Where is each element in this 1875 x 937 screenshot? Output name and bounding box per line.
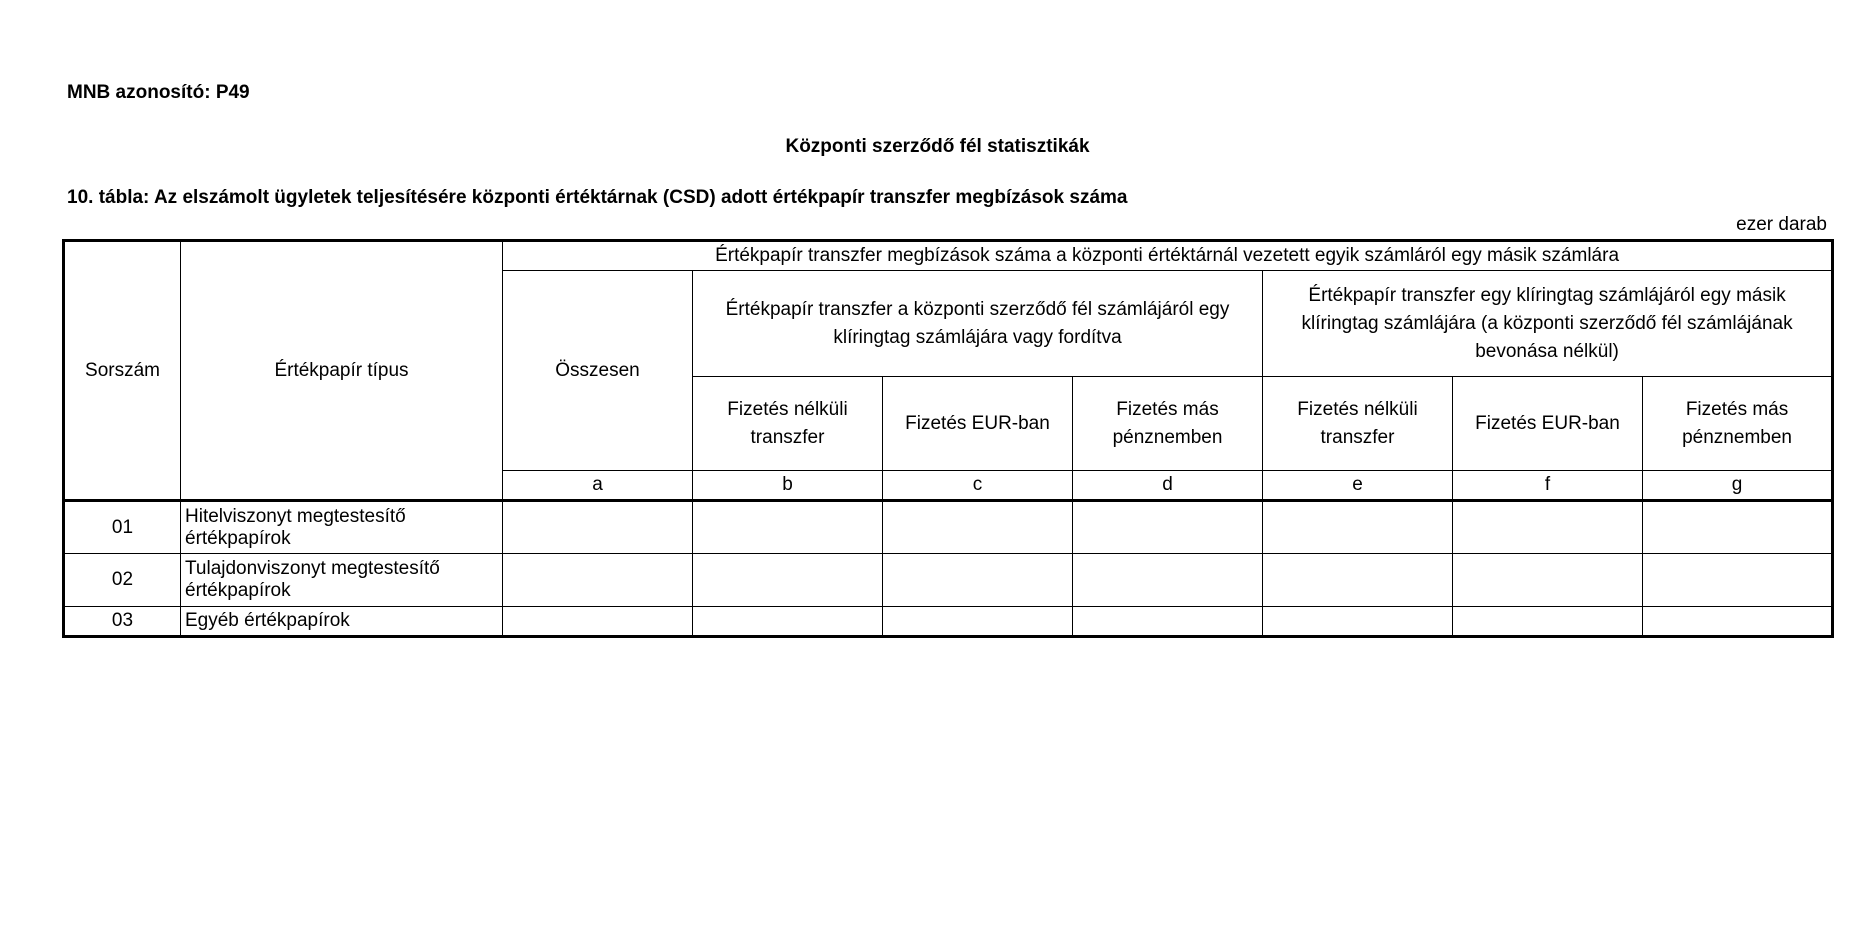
row-type: Tulajdonviszonyt megtestesítő értékpapírok	[181, 554, 503, 607]
column-letter-a: a	[503, 471, 693, 501]
cell-g[interactable]	[1643, 607, 1833, 637]
header-col-b: Fizetés nélküli transzfer	[693, 377, 883, 471]
table-row	[64, 554, 1833, 607]
cell-a[interactable]	[503, 501, 693, 554]
cell-d[interactable]	[1073, 501, 1263, 554]
unit-label: ezer darab	[1736, 214, 1827, 235]
cell-d[interactable]	[1073, 554, 1263, 607]
row-number: 02	[64, 554, 181, 607]
header-col-e: Fizetés nélküli transzfer	[1263, 377, 1453, 471]
table-row	[64, 607, 1833, 637]
header-osszesen: Összesen	[503, 271, 693, 471]
row-number: 03	[64, 607, 181, 637]
row-type: Hitelviszonyt megtestesítő értékpapírok	[181, 501, 503, 554]
cell-a[interactable]	[503, 607, 693, 637]
row-type: Egyéb értékpapírok	[181, 607, 503, 637]
column-letter-b: b	[693, 471, 883, 501]
cell-e[interactable]	[1263, 607, 1453, 637]
row-number: 01	[64, 501, 181, 554]
cell-c[interactable]	[883, 501, 1073, 554]
column-letter-d: d	[1073, 471, 1263, 501]
cell-b[interactable]	[693, 554, 883, 607]
cell-c[interactable]	[883, 607, 1073, 637]
cell-e[interactable]	[1263, 501, 1453, 554]
header-subgroup-ccp: Értékpapír transzfer a központi szerződő fél számlájáról egy klíringtag számlájára vagy fordítva	[693, 271, 1263, 377]
cell-g[interactable]	[1643, 501, 1833, 554]
header-col-d: Fizetés más pénznemben	[1073, 377, 1263, 471]
header-col-g: Fizetés más pénznemben	[1643, 377, 1833, 471]
cell-f[interactable]	[1453, 607, 1643, 637]
header-group: Értékpapír transzfer megbízások száma a központi értéktárnál vezetett egyik számláról egy másik számlára	[503, 241, 1833, 271]
cell-c[interactable]	[883, 554, 1073, 607]
page-title: Központi szerződő fél statisztikák	[785, 136, 1090, 157]
statistics-table	[62, 239, 1834, 638]
header-col-f: Fizetés EUR-ban	[1453, 377, 1643, 471]
cell-b[interactable]	[693, 501, 883, 554]
column-letter-c: c	[883, 471, 1073, 501]
header-subgroup-clearing-member: Értékpapír transzfer egy klíringtag számlájáról egy másik klíringtag számlájára (a központi szerződő fél számlájának bevonása nélkül)	[1263, 271, 1833, 377]
header-sorszam: Sorszám	[64, 241, 181, 501]
table-title: 10. tábla: Az elszámolt ügyletek teljesítésére központi értéktárnak (CSD) adott értékpapír transzfer megbízások száma	[67, 187, 1128, 208]
table-row	[64, 501, 1833, 554]
header-ertekpapir-tipus: Értékpapír típus	[181, 241, 503, 501]
cell-g[interactable]	[1643, 554, 1833, 607]
cell-f[interactable]	[1453, 554, 1643, 607]
column-letter-f: f	[1453, 471, 1643, 501]
cell-e[interactable]	[1263, 554, 1453, 607]
cell-d[interactable]	[1073, 607, 1263, 637]
mnb-identifier: MNB azonosító: P49	[67, 82, 250, 103]
cell-a[interactable]	[503, 554, 693, 607]
header-col-c: Fizetés EUR-ban	[883, 377, 1073, 471]
cell-b[interactable]	[693, 607, 883, 637]
cell-f[interactable]	[1453, 501, 1643, 554]
column-letter-g: g	[1643, 471, 1833, 501]
column-letter-e: e	[1263, 471, 1453, 501]
